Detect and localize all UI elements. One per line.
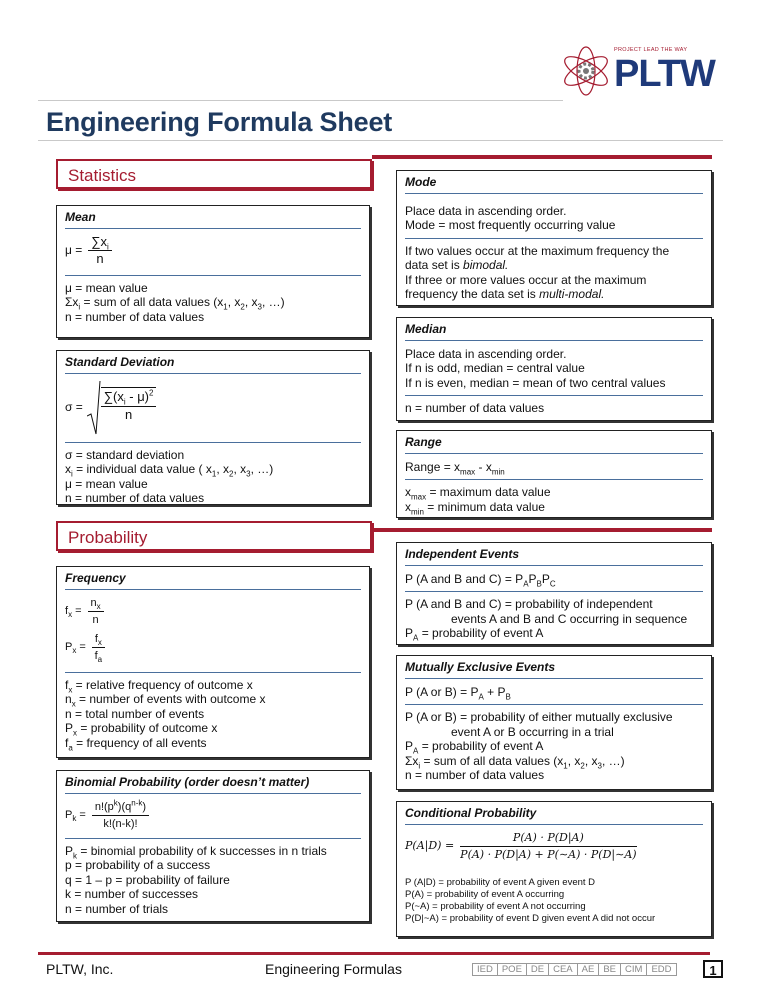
mode-line-1: Place data in ascending order.: [405, 203, 567, 218]
median-box: [396, 317, 712, 421]
binomial-heading: Binomial Probability (order doesn’t matter): [65, 775, 361, 794]
frequency-def-2: $n_x$ = number of events with outcome x: [65, 692, 266, 709]
mode-line-4: data set is bimodal.: [405, 258, 509, 272]
pltw-logo: [560, 42, 730, 100]
median-line-1: Place data in ascending order.: [405, 346, 567, 361]
mean-def-3: n = number of data values: [65, 309, 205, 324]
footer-org: PLTW, Inc.: [46, 961, 114, 977]
frequency-def-3: n = total number of events: [65, 706, 205, 721]
frequency-formula-1: $f_x$ = $\frac{n_x}{n}$: [65, 596, 361, 628]
stddev-heading: Standard Deviation: [65, 355, 361, 374]
page-title: Engineering Formula Sheet: [46, 107, 393, 137]
conditional-heading: Conditional Probability: [405, 806, 703, 825]
binomial-formula: $P_k$ = $\frac{n!(p^k)(q^{n-k})}{k!(n-k)!}$: [65, 800, 361, 832]
stddev-def-4: n = number of data values: [65, 491, 205, 505]
course-code: CEA: [548, 963, 578, 976]
sqrt-icon: [87, 380, 101, 436]
logo-wordmark: PLTW: [614, 53, 715, 95]
section-statistics: Statistics: [56, 159, 372, 189]
range-heading: Range: [405, 435, 703, 454]
range-box: [396, 430, 712, 518]
frequency-formula-2: $P_x$ = $\frac{f_x}{f_a}$: [65, 632, 361, 664]
independent-def-3: $P_A$ = probability of event A: [405, 626, 544, 643]
stddev-def-2: $x_i$ = individual data value ( $x_1$, $x_2$, $x_3$, …): [65, 462, 274, 479]
median-line-3: If n is even, median = mean of two central values: [405, 375, 666, 390]
conditional-def-3: P(~A) = probability of event A not occurring: [405, 900, 586, 912]
header-rule-top: [38, 100, 563, 101]
course-code: DE: [526, 963, 549, 976]
mode-line-6: frequency the data set is multi-modal.: [405, 287, 605, 301]
binomial-def-2: p = probability of a success: [65, 858, 211, 872]
frequency-heading: Frequency: [65, 571, 361, 590]
mutual-formula: P (A or $B) = P_A + P_B$: [405, 684, 511, 701]
mean-heading: Mean: [65, 210, 361, 229]
course-code: IED: [472, 963, 498, 976]
stddev-def-1: σ = standard deviation: [65, 447, 185, 462]
frequency-def-4: $P_x$ = probability of outcome x: [65, 721, 218, 738]
mean-formula: μ = $\frac{\sum x_i}{n}$: [65, 235, 361, 267]
course-code: EDD: [646, 963, 676, 976]
course-code: POE: [497, 963, 527, 976]
atom-logo-icon: [560, 42, 612, 100]
frequency-def-1: $f_x$ = relative frequency of outcome x: [65, 677, 253, 694]
binomial-def-5: n = number of trials: [65, 901, 169, 916]
mode-line-5: If three or more values occur at the maximum: [405, 272, 647, 287]
section-probability: Probability: [56, 521, 372, 551]
frequency-box: [56, 566, 370, 758]
median-line-2: If n is odd, median = central value: [405, 361, 585, 375]
conditional-box: [396, 801, 712, 937]
mode-box: [396, 170, 712, 306]
independent-def-1: P (A and B and C) = probability of independent: [405, 597, 653, 611]
mean-def-2: $\Sigma x_i$ = sum of all data values ($x_1$, $x_2$, $x_3$, …): [65, 295, 285, 312]
median-heading: Median: [405, 322, 703, 341]
mutual-box: [396, 655, 712, 790]
footer-course-codes: [472, 963, 676, 976]
footer-rule: [38, 952, 710, 955]
stddev-formula: σ = $\frac{\sum(x_i - \mu)^2}{n}$: [65, 380, 361, 436]
mutual-heading: Mutually Exclusive Events: [405, 660, 703, 679]
course-code: AE: [577, 963, 600, 976]
stddev-box: [56, 350, 370, 505]
conditional-def-2: P(A) = probability of event A occurring: [405, 888, 565, 900]
statistics-rule: [372, 155, 712, 159]
probability-rule: [372, 528, 712, 532]
footer-doc-title: Engineering Formulas: [265, 961, 402, 977]
course-code: CIM: [620, 963, 647, 976]
range-def-2: $x_{min}$ = minimum data value: [405, 499, 545, 516]
logo-tagline: PROJECT LEAD THE WAY: [614, 47, 688, 53]
independent-box: [396, 542, 712, 645]
binomial-box: [56, 770, 370, 922]
mutual-def-2: event A or B occurring in a trial: [451, 724, 614, 739]
header-rule-bottom: [38, 140, 723, 141]
conditional-formula: P(A|D) = $\frac{P(A) \cdot P(D|A)}{P(A) \cdot P(D|A) + P(\sim A) \cdot P(D|\sim A)}$: [405, 830, 637, 861]
frequency-def-5: $f_a$ = frequency of all events: [65, 735, 207, 752]
median-line-4: n = number of data values: [405, 401, 545, 415]
binomial-def-4: k = number of successes: [65, 887, 199, 901]
course-code: BE: [598, 963, 621, 976]
independent-def-2: events A and B and C occurring in sequence: [451, 611, 688, 626]
page-number: 1: [703, 960, 723, 978]
conditional-def-1: P (A|D) = probability of event A given event D: [405, 876, 596, 888]
range-def-1: $x_{max}$ = maximum data value: [405, 485, 551, 502]
mean-def-1: μ = mean value: [65, 280, 148, 295]
mean-box: [56, 205, 370, 338]
mode-line-3: If two values occur at the maximum frequency the: [405, 243, 670, 258]
conditional-def-4: P(D|~A) = probability of event D given event A did not occur: [405, 912, 656, 924]
mutual-def-3: $P_A$ = probability of event A: [405, 739, 544, 756]
binomial-def-3: q = 1 – p = probability of failure: [65, 872, 230, 887]
mode-heading: Mode: [405, 175, 703, 194]
mutual-def-4: $\Sigma x_i$ = sum of all data values ($x_1$, $x_2$, $x_3$, …): [405, 753, 625, 770]
independent-formula: P (A and B and $C) = P_AP_BP_C$: [405, 571, 556, 588]
binomial-def-1: $P_k$ = binomial probability of k successes in n trials: [65, 843, 327, 860]
mode-line-2: Mode = most frequently occurring value: [405, 218, 616, 232]
stddev-def-3: μ = mean value: [65, 476, 148, 491]
range-formula: Range = $x_{max} - x_{min}$: [405, 459, 505, 476]
mutual-def-1: P (A or B) = probability of either mutually exclusive: [405, 710, 673, 724]
independent-heading: Independent Events: [405, 547, 703, 566]
mutual-def-5: n = number of data values: [405, 768, 545, 782]
